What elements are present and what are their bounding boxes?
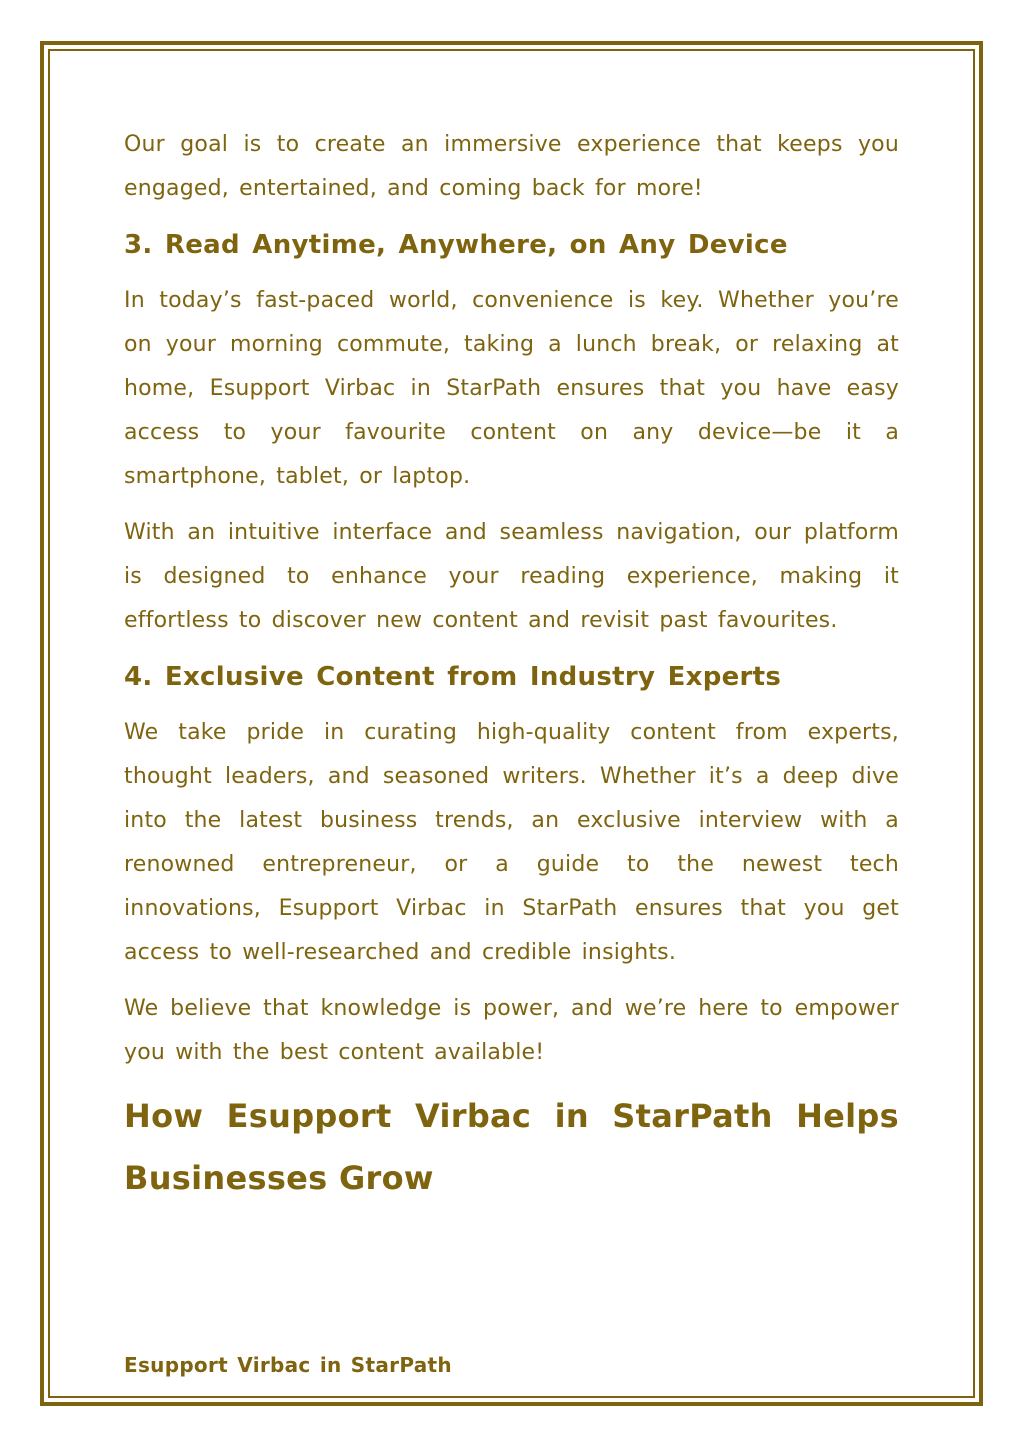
footer-brand: Esupport Virbac in StarPath: [124, 1353, 452, 1377]
section-3-heading: 3. Read Anytime, Anywhere, on Any Device: [124, 230, 788, 260]
section-3-paragraph-1: In today’s fast-paced world, convenience is key. Whether you’re on your morning commute, taking a lunch break, or relaxing at home, Esupport Virbac in StarPath ensures that you have easy access to your favourite content on any device—be it a smartphone, tablet, or laptop.: [124, 288, 899, 489]
intro-paragraph: Our goal is to create an immersive experience that keeps you engaged, entertained, and coming back for more!: [124, 132, 899, 201]
section-3-paragraph-2: With an intuitive interface and seamless navigation, our platform is designed to enhance your reading experience, making it effortless to discover new content and revisit past favourites.: [124, 520, 899, 633]
section-4-paragraph-1: We take pride in curating high-quality content from experts, thought leaders, and seasoned writers. Whether it’s a deep dive into the latest business trends, an exclusive interview with a renowned entrepreneur, or a guide to the newest tech innovations, Esupport Virbac in StarPath ensures that you get access to well-researched and credible insights.: [124, 720, 899, 965]
document-body: [124, 123, 899, 1209]
growth-heading: How Esupport Virbac in StarPath Helps Businesses Grow: [124, 1097, 899, 1197]
section-4-heading: 4. Exclusive Content from Industry Experts: [124, 662, 782, 692]
section-4-paragraph-2: We believe that knowledge is power, and we’re here to empower you with the best content available!: [124, 996, 899, 1065]
